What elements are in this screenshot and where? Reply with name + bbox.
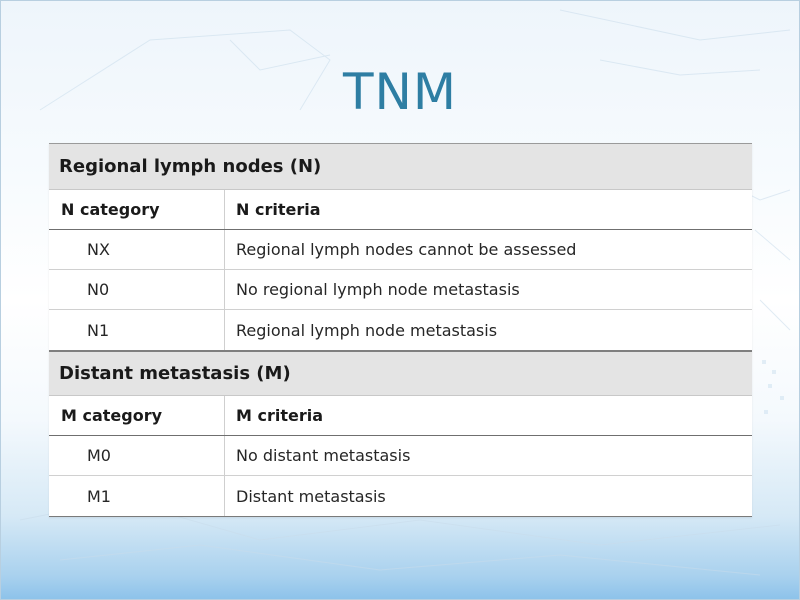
section-heading-distant-metastasis: Distant metastasis (M) xyxy=(49,350,752,396)
category-cell: NX xyxy=(49,230,225,269)
table-row xyxy=(49,476,752,516)
column-header-m-category: M category xyxy=(49,396,225,435)
table-header-row xyxy=(49,396,752,436)
table-row xyxy=(49,310,752,350)
section-heading-lymph-nodes: Regional lymph nodes (N) xyxy=(49,144,752,190)
table-row xyxy=(49,436,752,476)
category-cell: M0 xyxy=(49,436,225,475)
criteria-cell: No regional lymph node metastasis xyxy=(236,280,520,299)
criteria-cell: No distant metastasis xyxy=(236,446,411,465)
column-header-n-criteria: N criteria xyxy=(236,200,321,219)
category-cell: N0 xyxy=(49,270,225,309)
slide-title: TNM xyxy=(342,63,458,121)
criteria-cell: Regional lymph node metastasis xyxy=(236,320,498,340)
column-header-m-criteria: M criteria xyxy=(236,406,324,425)
tnm-table xyxy=(49,143,752,517)
table-row xyxy=(49,270,752,310)
table-header-row xyxy=(49,190,752,230)
category-cell: M1 xyxy=(49,476,225,516)
category-cell: N1 xyxy=(49,310,225,350)
criteria-cell: Regional lymph nodes cannot be assessed xyxy=(236,240,577,259)
criteria-cell: Distant metastasis xyxy=(236,486,386,506)
table-row xyxy=(49,230,752,270)
column-header-n-category: N category xyxy=(49,190,225,229)
